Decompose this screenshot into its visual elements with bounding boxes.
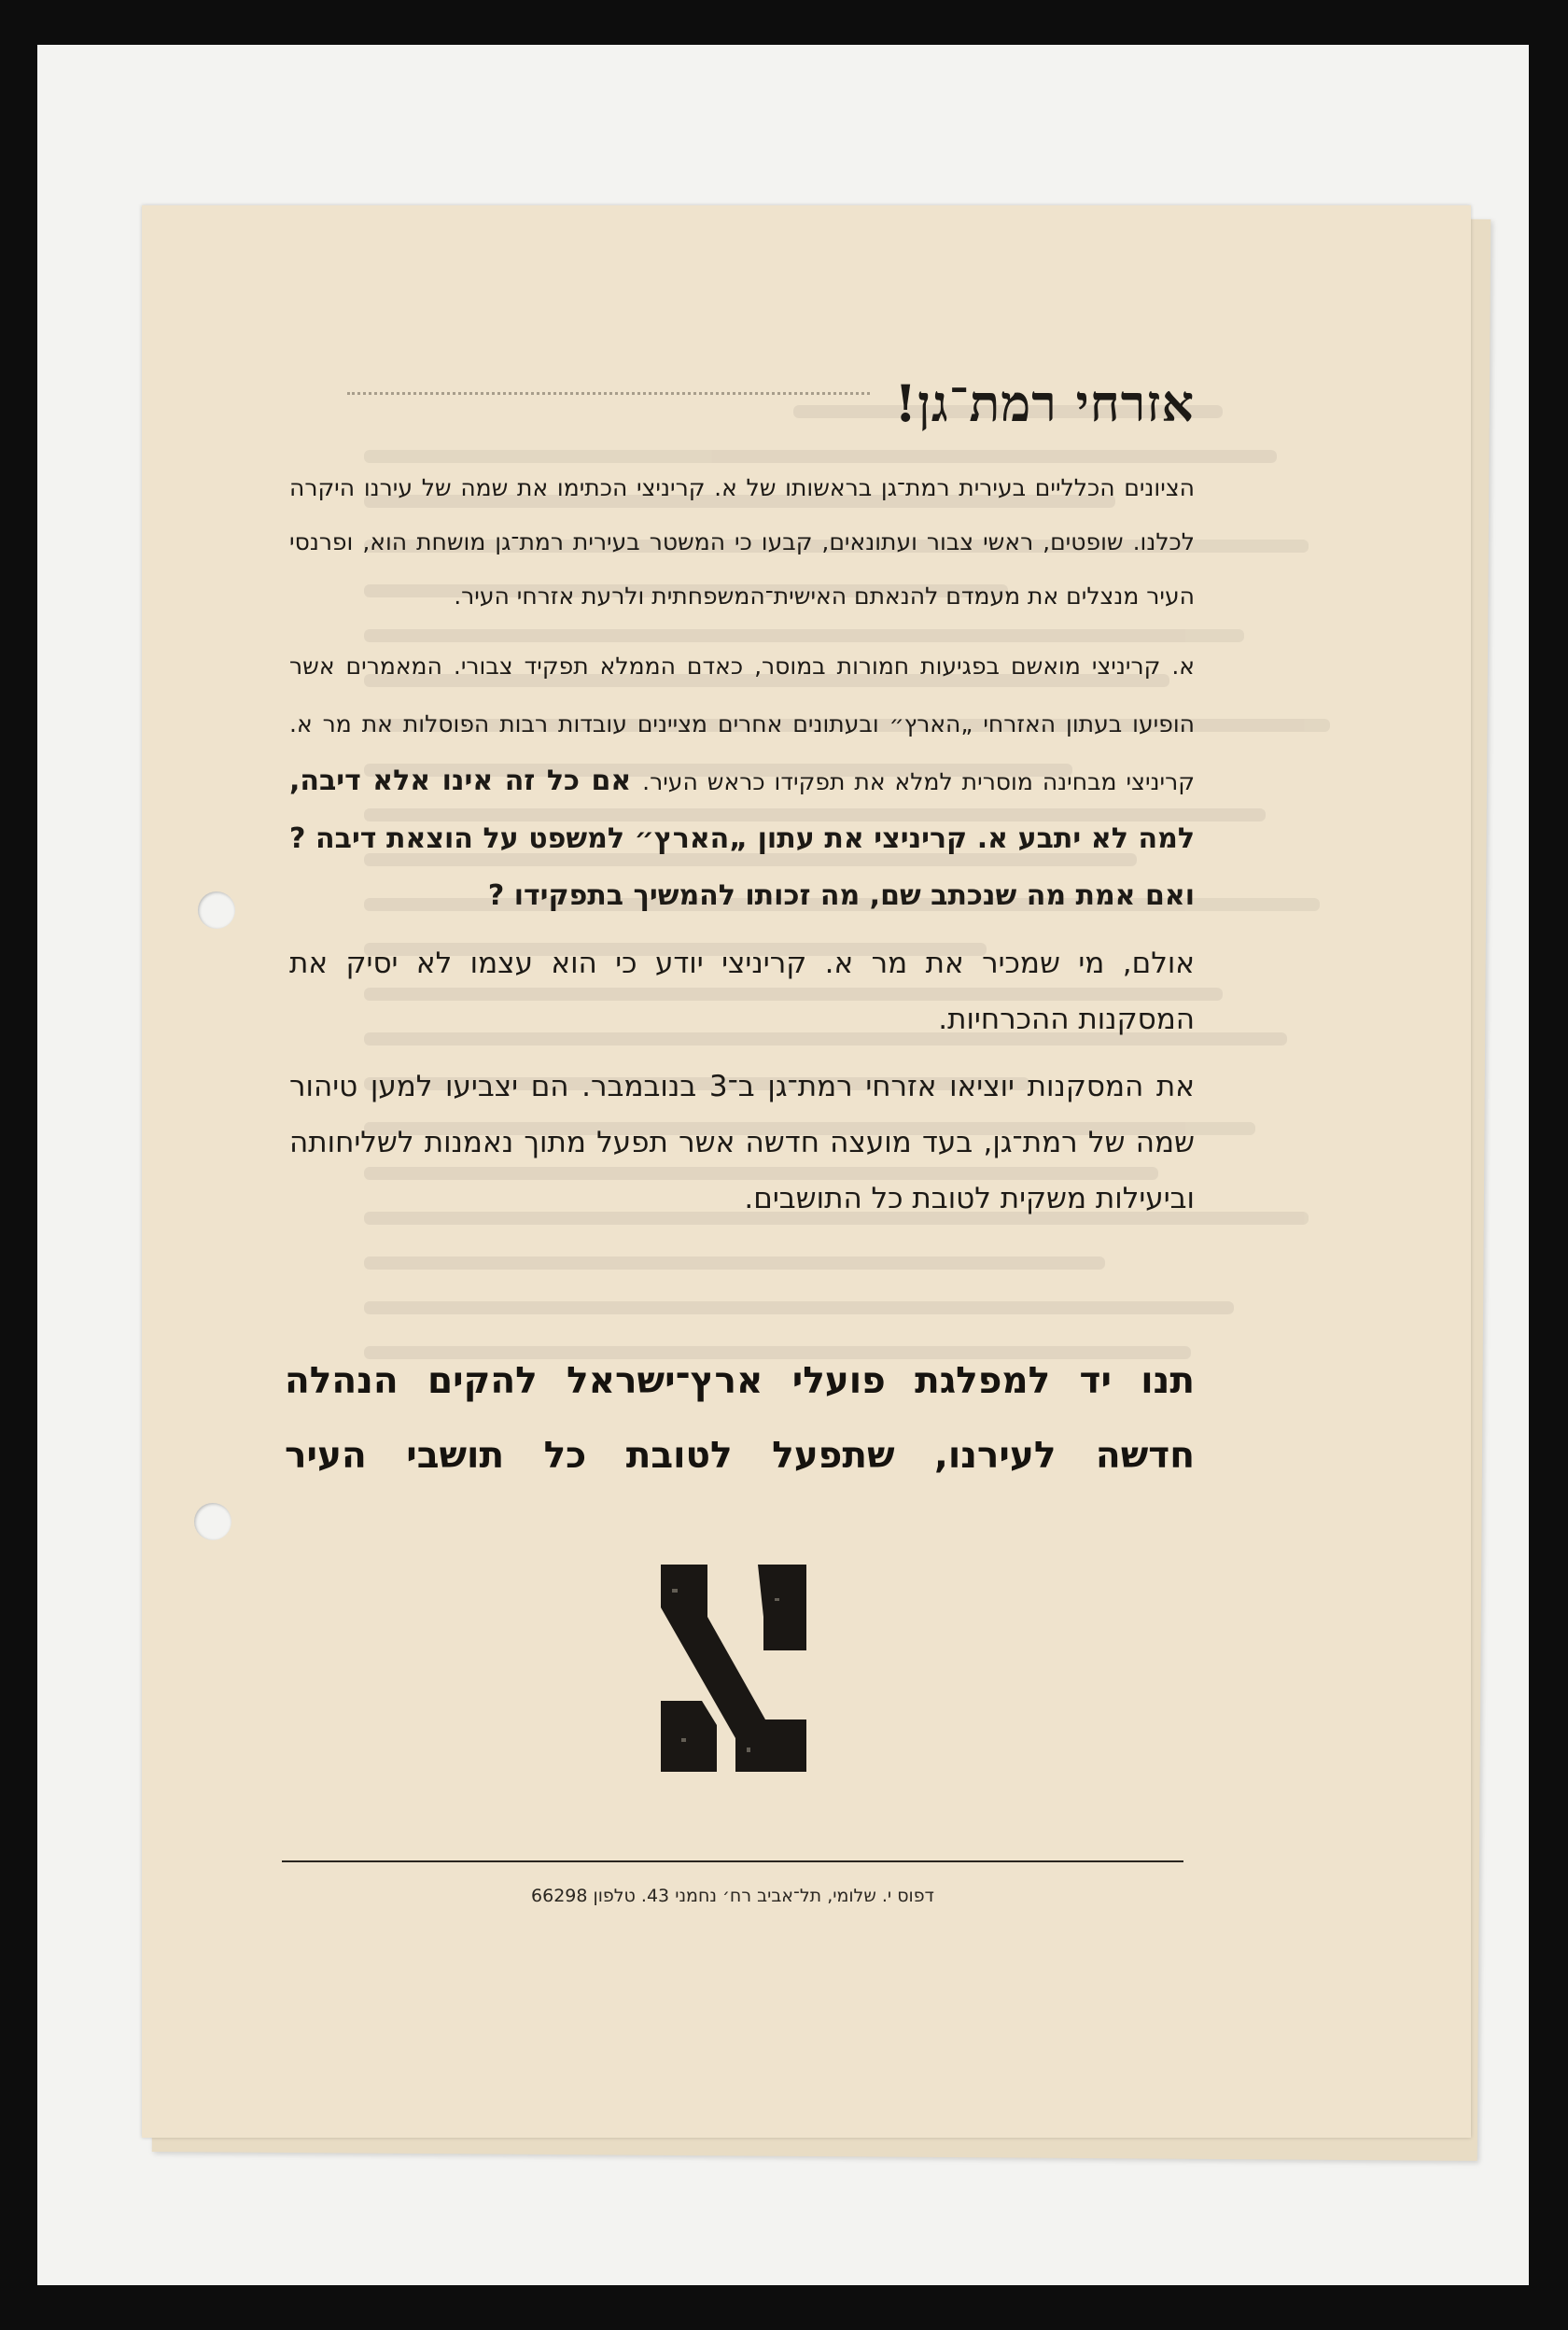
party-logo-aleph [653, 1561, 812, 1776]
slogan-line-1: תנו יד למפלגת פועלי ארץ־ישראל להקים הנהלה [285, 1360, 1195, 1402]
paragraph-3: אולם, מי שמכיר את מר א. קריניצי יודע כי הוא עצמו לא יסיק את המסקנות ההכרחיות. [289, 947, 1195, 1036]
paragraph-2-bold: אם כל זה אינו אלא דיבה, למה לא יתבע א. קריניצי את עתון „הארץ״ למשפט על הוצאת דיבה ? ואם אמת מה שנכתב שם, מה זכותו להמשיך בתפקידו ? [289, 765, 1195, 912]
paragraph-1: הציונים הכלליים בעירית רמת־גן בראשותו של א. קריניצי הכתימו את שמה של עירנו היקרה לכלנו. שופטים, ראשי צבור ועתונאים, קבעו כי המשטר בעירית רמת־גן מושחת הוא, ופרנסי העיר מנצלים את מעמדם להנאתם האישית־המשפחתית ולרעת אזרחי העיר. [289, 474, 1195, 610]
punch-hole-bottom [194, 1503, 231, 1540]
leaflet-title: אזרחי רמת־גן! [894, 373, 1195, 433]
paragraph-2 [289, 637, 1195, 924]
paragraph-2-normal: א. קריניצי מואשם בפגיעות חמורות במוסר, כאדם הממלא תפקיד צבורי. המאמרים אשר הופיעו בעתון האזרחי „הארץ״ ובעתונים אחרים מציינים עובדות רבות הפוסלות את מר א. קריניצי מבחינה מוסרית למלא את תפקידו כראש העיר. [289, 653, 1195, 795]
punch-hole-top [198, 891, 235, 929]
printer-imprint: דפוס י. שלומי, תל־אביב רח׳ נחמני 43. טלפון 66298 [531, 1886, 934, 1906]
leaflet-body [289, 373, 1195, 1238]
footer-divider [282, 1860, 1183, 1862]
campaign-slogan [285, 1344, 1195, 1494]
slogan-line-2: חדשה לעירנו, שתפעל לטובת כל תושבי העיר [285, 1435, 1195, 1477]
paragraph-4: את המסקנות יוציאו אזרחי רמת־גן ב־3 בנובמבר. הם יצביעו למען טיהור שמה של רמת־גן, בעד מועצה חדשה אשר תפעל מתוך נאמנות לשליחותה וביעילות משקית לטובת כל התושבים. [289, 1070, 1195, 1215]
